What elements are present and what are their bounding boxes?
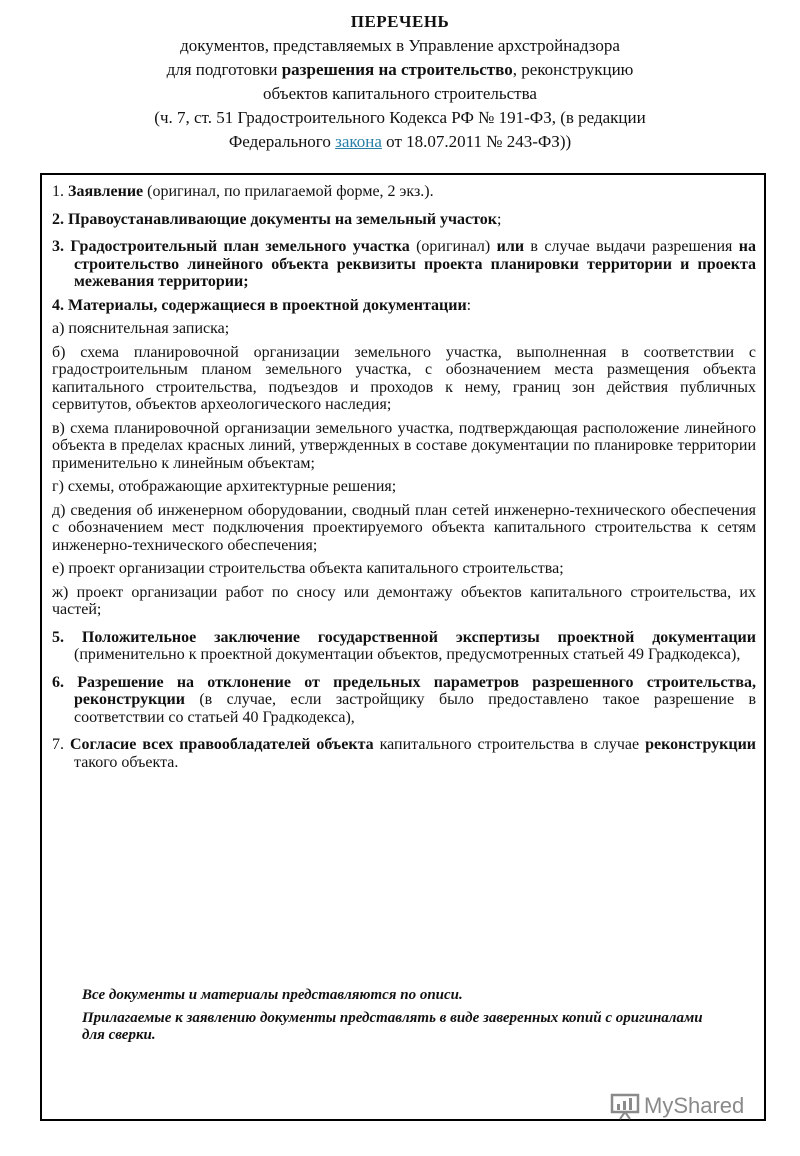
- item-4b-text: б) схема планировочной организации земельного участка, выполненная в соответствии с градостроительным планом земельного участка, с обозначением места размещения объекта капитального строительства, подъездов и проходов к нему, границ зон действия публичных сервитутов, объектов археологического наследия;: [52, 343, 756, 413]
- list-item-4a: [52, 320, 756, 338]
- list-item-5: [52, 629, 756, 664]
- item-7-bold-1: Согласие всех правообладателей объекта: [69, 736, 374, 753]
- list-item-4zh: [52, 584, 756, 619]
- list-item-4d: [52, 502, 756, 555]
- header-line-2-tail: , реконструкцию: [512, 60, 634, 79]
- item-6-bold: 6. Разрешение на отклонение от предельных параметров разрешенного строительства, реконструкции: [52, 673, 756, 708]
- item-6-text: (в случае, если застройщику было предоставлено такое разрешение в соответствии со статьей 40 Градкодекса),: [74, 691, 756, 726]
- item-3-bold-1: 3. Градостроительный план земельного участка: [52, 238, 410, 255]
- header-line-3: объектов капитального строительства: [263, 84, 537, 103]
- item-4a-text: а) пояснительная записка;: [52, 320, 230, 337]
- item-5-text: (применительно к проектной документации объектов, предусмотренных статьей 49 Градкодекса),: [74, 646, 741, 663]
- item-4-text: :: [466, 296, 472, 314]
- header-line-2: [0, 58, 800, 82]
- note-2: Прилагаемые к заявлению документы представлять в виде заверенных копий с оригиналами для сверки.: [82, 1010, 703, 1043]
- list-item-4: [52, 297, 756, 315]
- list-item-4g: [52, 478, 756, 496]
- list-item-4v: [52, 420, 756, 473]
- item-1-text: (оригинал, по прилагаемой форме, 2 экз.).: [143, 183, 434, 200]
- list-item-6: [52, 674, 756, 727]
- item-3-text-1: (оригинал): [409, 238, 497, 255]
- item-1-number: 1.: [52, 183, 68, 200]
- list-item-4b: [52, 344, 756, 414]
- item-4v-text: в) схема планировочной организации земельного участка, подтверждающая расположение линейного объекта в пределах красных линий, утвержденных в составе документации по планировке территории применительно к линейным объектам;: [52, 419, 756, 472]
- document-header: [0, 10, 800, 154]
- notes: [82, 987, 722, 1050]
- watermark: [610, 1092, 744, 1120]
- item-1-bold: Заявление: [68, 183, 144, 200]
- header-line-5: [0, 130, 800, 154]
- header-line-2-bold: разрешения на строительство: [281, 60, 513, 79]
- header-line-1: документов, представляемых в Управление архстройнадзора: [180, 36, 620, 55]
- header-line-5-text: Федерального: [228, 132, 336, 151]
- item-3-text-2: в случае выдачи разрешения: [524, 238, 739, 255]
- item-7-bold-2: реконструкции: [645, 736, 757, 753]
- header-line-4: (ч. 7, ст. 51 Градостроительного Кодекса РФ № 191-ФЗ, (в редакции: [154, 108, 646, 127]
- law-link[interactable]: закона: [335, 132, 382, 151]
- item-4e-text: е) проект организации строительства объекта капитального строительства;: [52, 560, 564, 577]
- item-4zh-text: ж) проект организации работ по сносу или демонтажу объектов капитального строительства, их частей;: [52, 583, 756, 618]
- list-item-1: [52, 183, 756, 201]
- item-5-bold: 5. Положительное заключение государственной экспертизы проектной документации: [52, 628, 756, 646]
- item-7-number: 7.: [52, 736, 70, 753]
- document-list-box: [40, 173, 766, 1121]
- list-item-7: [52, 736, 756, 771]
- note-1: Все документы и материалы представляются по описи.: [82, 987, 463, 1003]
- item-4-bold: 4. Материалы, содержащиеся в проектной документации: [52, 296, 467, 314]
- item-2-bold: 2. Правоустанавливающие документы на земельный участок: [52, 210, 498, 228]
- list-item-2: [52, 211, 756, 229]
- list-item-3: [52, 238, 756, 291]
- item-4g-text: г) схемы, отображающие архитектурные решения;: [52, 478, 397, 495]
- header-line-5-tail: от 18.07.2011 № 243-ФЗ)): [381, 132, 572, 151]
- item-3-bold-3: на строительство линейного объекта реквизиты проекта планировки территории и проекта межевания территории;: [74, 238, 756, 290]
- item-7-text-2: такого объекта.: [74, 753, 179, 771]
- watermark-text: MyShared: [644, 1093, 745, 1118]
- document-title: ПЕРЕЧЕНЬ: [350, 12, 450, 31]
- document-list: [52, 183, 756, 777]
- item-4d-text: д) сведения об инженерном оборудовании, сводный план сетей инженерно-технического обеспечения с обозначением мест подключения проектируемого объекта капитального строительства к сетям инженерно-технического обеспечения;: [52, 501, 756, 554]
- item-7-text-1: капитального строительства в случае: [373, 736, 646, 753]
- header-line-2-text: для подготовки: [166, 60, 282, 79]
- presentation-icon: [610, 1092, 640, 1120]
- list-item-4e: [52, 560, 756, 578]
- item-3-bold-2: или: [496, 238, 525, 255]
- item-2-text: ;: [497, 210, 502, 228]
